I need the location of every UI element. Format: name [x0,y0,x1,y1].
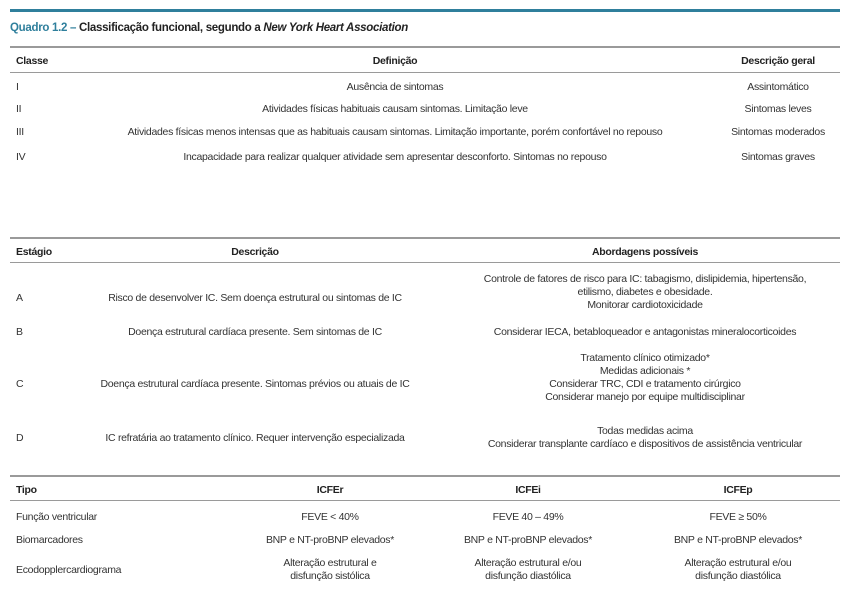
table-rule [10,72,840,73]
cell-value: Alteração estrutural e [283,557,377,569]
cell-value: Alteração estrutural e/ou [684,557,792,569]
cell-abordagem-line: Tratamento clínico otimizado* [580,352,710,364]
column-header: Estágio [16,246,52,258]
caption-number: Quadro 1.2 – [10,22,77,34]
cell-abordagem-line: Considerar transplante cardíaco e dispositivos de assistência ventricular [487,438,803,450]
cell-estagio: D [16,432,24,444]
cell-classe: I [16,81,19,93]
cell-abordagem-line: Medidas adicionais * [599,365,691,377]
column-header: Definição [372,55,418,67]
cell-value: FEVE 40 – 49% [492,511,564,523]
table-caption [10,22,408,34]
cell-descricao: Sintomas graves [741,151,815,163]
column-header: ICFEi [515,484,541,496]
cell-descricao: IC refratária ao tratamento clínico. Requer intervenção especializada [105,432,405,444]
cell-value: BNP e NT-proBNP elevados* [463,534,593,546]
cell-value: BNP e NT-proBNP elevados* [265,534,395,546]
column-header: ICFEr [316,484,344,496]
column-header: Classe [16,55,49,67]
cell-classe: IV [16,151,26,163]
column-header: Descrição geral [741,55,815,67]
cell-definicao: Ausência de sintomas [346,81,444,93]
caption-text: Classificação funcional, segundo a [78,22,261,34]
cell-descricao: Doença estrutural cardíaca presente. Sem sintomas de IC [128,326,382,338]
cell-value: Alteração estrutural e/ou [474,557,582,569]
cell-abordagem-line: Monitorar cardiotoxicidade [587,299,703,311]
table-rule [10,46,840,48]
cell-value: disfunção diastólica [695,570,781,582]
cell-value: FEVE ≥ 50% [709,511,767,523]
cell-value: disfunção diastólica [485,570,571,582]
column-header: ICFEp [723,484,753,496]
cell-abordagem-line: Todas medidas acima [597,425,693,437]
column-header: Abordagens possíveis [591,246,699,258]
cell-abordagem-line: etilismo, diabetes e obesidade. [577,286,713,298]
cell-estagio: B [16,326,23,338]
table-rule [10,262,840,263]
cell-value: disfunção sistólica [290,570,370,582]
cell-classe: III [16,126,24,138]
cell-abordagem-line: Considerar manejo por equipe multidisciplinar [545,391,745,403]
cell-abordagem-line: Considerar IECA, betabloqueador e antagonistas mineralocorticoides [493,326,797,338]
column-header: Tipo [16,484,37,496]
cell-estagio: A [16,292,23,304]
column-header: Descrição [231,246,279,258]
cell-descricao: Sintomas leves [744,103,812,115]
cell-abordagem-line: Controle de fatores de risco para IC: tabagismo, dislipidemia, hipertensão, [483,273,807,285]
cell-tipo: Ecodopplercardiograma [16,564,122,576]
top-rule [10,9,840,12]
table-rule [10,237,840,239]
cell-classe: II [16,103,22,115]
cell-abordagem-line: Considerar TRC, CDI e tratamento cirúrgico [549,378,741,390]
cell-descricao: Sintomas moderados [731,126,825,138]
cell-value: FEVE < 40% [301,511,359,523]
table-rule [10,475,840,477]
cell-descricao: Assintomático [747,81,809,93]
cell-definicao: Atividades físicas menos intensas que as habituais causam sintomas. Limitação importante, porém confortável no repouso [127,126,663,138]
cell-definicao: Atividades físicas habituais causam sintomas. Limitação leve [262,103,528,115]
cell-definicao: Incapacidade para realizar qualquer atividade sem apresentar desconforto. Sintomas no repouso [183,151,607,163]
cell-descricao: Risco de desenvolver IC. Sem doença estrutural ou sintomas de IC [108,292,402,304]
cell-tipo: Biomarcadores [16,534,83,546]
caption-italic: New York Heart Association [263,22,408,34]
cell-estagio: C [16,378,24,390]
table-rule [10,500,840,501]
cell-descricao: Doença estrutural cardíaca presente. Sintomas prévios ou atuais de IC [100,378,410,390]
cell-value: BNP e NT-proBNP elevados* [673,534,803,546]
cell-tipo: Função ventricular [16,511,97,523]
